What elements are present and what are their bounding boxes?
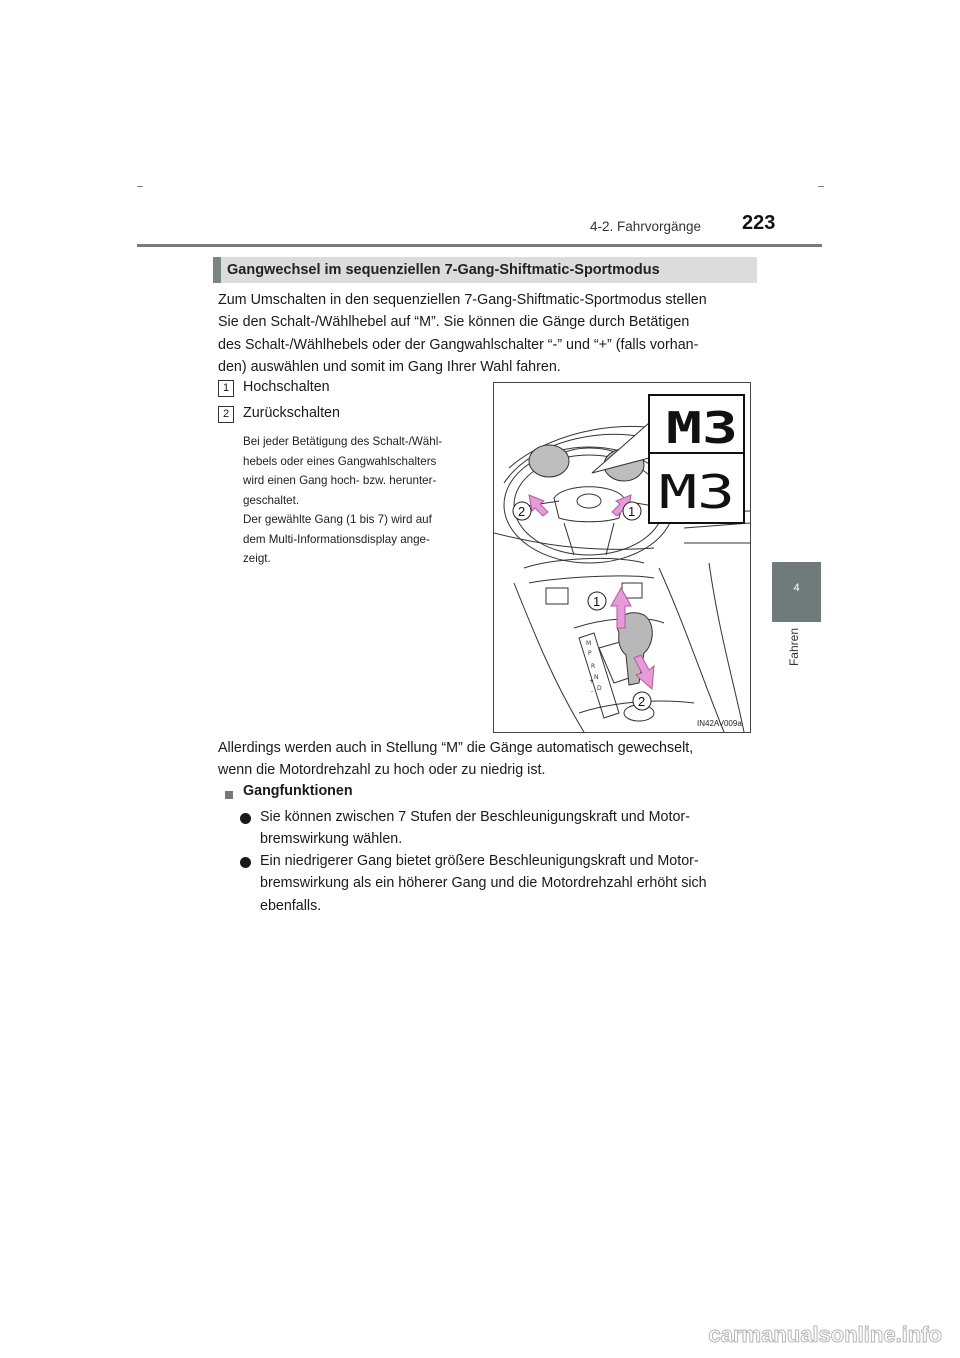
crop-mark (137, 186, 143, 187)
bullet-dot-icon (240, 813, 251, 824)
note-line: dem Multi-Informationsdisplay ange- (243, 532, 430, 546)
gate-letter: - (591, 688, 594, 695)
intro-paragraph (218, 289, 745, 378)
intro-line: den) auswählen und somit im Gang Ihrer Wahl fahren. (218, 358, 561, 375)
illustration-code: IN42AV009a (697, 719, 742, 728)
note-line: wird einen Gang hoch- bzw. herunter- (243, 474, 437, 487)
note-line: hebels oder eines Gangwahlschalters (243, 454, 437, 468)
bullet-line: bremswirkung als ein höherer Gang und die Motordrehzahl erhöht sich (260, 875, 707, 892)
section-label: 4-2. Fahrvorgänge (590, 219, 702, 234)
section-heading-bar (213, 257, 757, 283)
crop-mark (818, 186, 824, 187)
downshift-paddle-arrow (529, 495, 548, 516)
gate-letter: M (586, 640, 592, 647)
bullet-line: Sie können zwischen 7 Stufen der Beschleunigungskraft und Motor- (260, 809, 690, 825)
shift-illustration-drawing (494, 383, 750, 732)
chapter-tab (772, 562, 821, 622)
note-text (243, 432, 478, 569)
subsection-square-icon (225, 791, 233, 799)
intro-line: des Schalt-/Wählhebels oder der Gangwahlschalter “-” und “+” (falls vorhan- (218, 336, 699, 353)
note-line: zeigt. (243, 552, 271, 565)
intro-line: Sie den Schalt-/Wählhebel auf “M”. Sie können die Gänge durch Betätigen (218, 314, 690, 331)
gate-letter: + (589, 678, 595, 685)
page-number: 223 (742, 212, 776, 234)
after-line: wenn die Motordrehzahl zu hoch oder zu niedrig ist. (218, 762, 546, 779)
after-paragraph (218, 737, 745, 782)
gate-letter: P (588, 650, 592, 657)
after-line: Allerdings werden auch in Stellung “M” die Gänge automatisch gewechselt, (218, 740, 694, 756)
section-heading: Gangwechsel im sequenziellen 7-Gang-Shiftmatic-Sportmodus (227, 262, 660, 278)
bullet-item (260, 850, 745, 917)
callout-2-lever: 2 (638, 694, 646, 709)
bullet-line: ebenfalls. (260, 897, 322, 914)
bullet-line: bremswirkung wählen. (260, 831, 403, 848)
shift-illustration (493, 382, 751, 733)
bullet-item (260, 806, 745, 851)
gate-letter: D (597, 685, 602, 692)
note-line: Bei jeder Betätigung des Schalt-/Wähl- (243, 435, 443, 448)
display-gear-small: M3 (666, 403, 738, 454)
chapter-number: 4 (793, 582, 800, 594)
bullet-dot-icon (240, 857, 251, 868)
gate-letter: N (594, 674, 599, 681)
note-line: Der gewählte Gang (1 bis 7) wird auf (243, 513, 432, 526)
watermark-text: carmanualsonline.info (708, 1322, 942, 1347)
chapter-title: Fahren (787, 628, 801, 667)
item-label-upshift: Hochschalten (243, 379, 330, 395)
header-rule (137, 244, 822, 247)
gate-letter: R (591, 663, 596, 670)
note-line: geschaltet. (243, 493, 300, 507)
item-number-box: 1 (218, 380, 234, 397)
subsection-title: Gangfunktionen (243, 783, 353, 799)
callout-2-paddle: 2 (518, 504, 526, 519)
item-label-downshift: Zurückschalten (243, 405, 340, 421)
item-number-box: 2 (218, 406, 234, 423)
display-gear-large: M3 (659, 465, 735, 519)
watermark-logo (564, 1320, 944, 1348)
watermark-svg (564, 1320, 944, 1348)
callout-1-lever: 1 (593, 594, 601, 609)
callout-1-paddle: 1 (628, 504, 636, 519)
bullet-line: Ein niedrigerer Gang bietet größere Beschleunigungskraft und Motor- (260, 853, 699, 869)
intro-line: Zum Umschalten in den sequenziellen 7-Gang-Shiftmatic-Sportmodus stellen (218, 292, 707, 308)
